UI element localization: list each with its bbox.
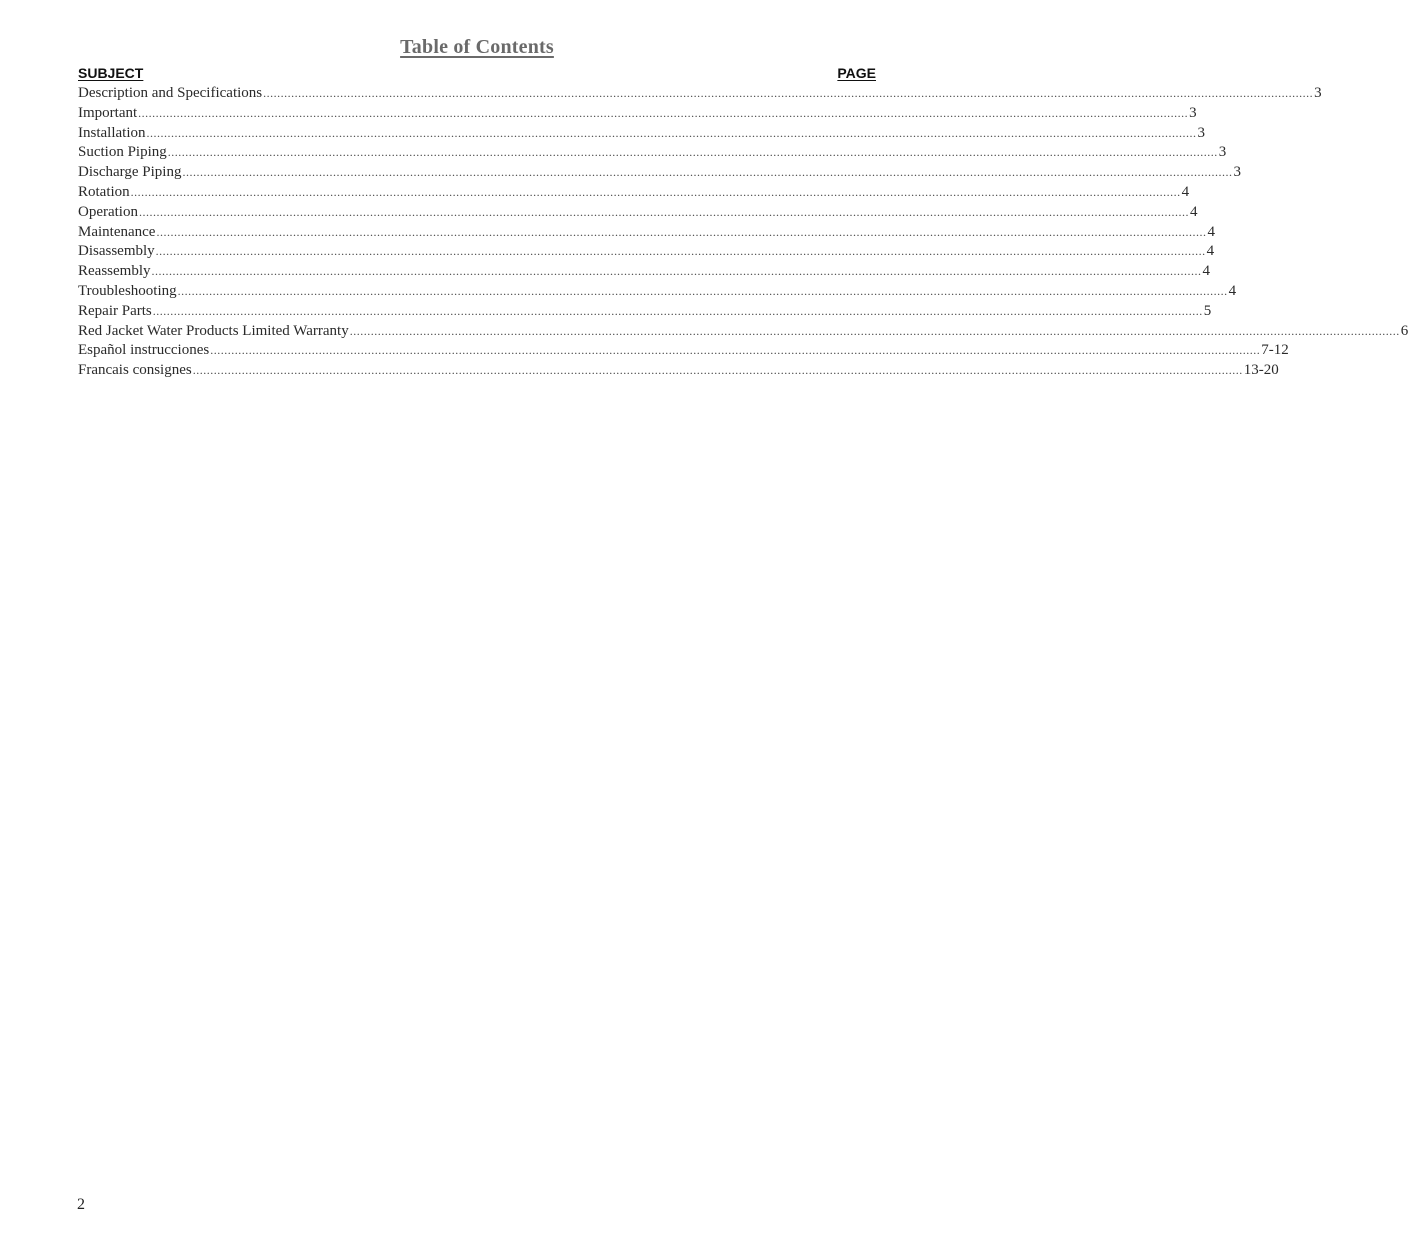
toc-entry[interactable] bbox=[78, 242, 1215, 262]
toc-entry-label: Installation bbox=[78, 124, 146, 141]
dot-leader: ............................................................................................................................................................................................................................................................................................................ bbox=[349, 323, 1400, 338]
toc-entry-page: 6 bbox=[1400, 322, 1408, 339]
dot-leader: ............................................................................................................................................................................................................................................................................................................ bbox=[146, 125, 1197, 140]
toc-entry-label: Important bbox=[78, 104, 138, 121]
toc-entry-label: Disassembly bbox=[78, 243, 155, 260]
toc-entry-page: 4 bbox=[1189, 203, 1198, 220]
toc-entry-page: 3 bbox=[1314, 85, 1322, 101]
toc-entry-label: Description and Specifications bbox=[78, 85, 263, 101]
dot-leader: ............................................................................................................................................................................................................................................................................................................ bbox=[192, 363, 1243, 378]
dot-leader: ............................................................................................................................................................................................................................................................................................................ bbox=[152, 303, 1203, 318]
dot-leader: ............................................................................................................................................................................................................................................................................................................ bbox=[177, 283, 1228, 298]
dot-leader: ............................................................................................................................................................................................................................................................................................................ bbox=[151, 264, 1202, 279]
toc-entry[interactable] bbox=[78, 262, 1210, 282]
toc-entry-page: 4 bbox=[1228, 282, 1237, 299]
toc-entry-label: Operation bbox=[78, 203, 138, 220]
toc-entry[interactable] bbox=[78, 183, 1190, 203]
toc-entry-page: 7-12 bbox=[1261, 342, 1289, 359]
dot-leader: ............................................................................................................................................................................................................................................................................................................ bbox=[167, 145, 1218, 160]
toc-entry-page: 13-20 bbox=[1243, 362, 1279, 379]
dot-leader: ............................................................................................................................................................................................................................................................................................................ bbox=[138, 204, 1189, 219]
toc-entry[interactable] bbox=[78, 203, 1198, 223]
dot-leader: ............................................................................................................................................................................................................................................................................................................ bbox=[155, 244, 1206, 259]
toc-header-row bbox=[78, 65, 876, 83]
page-number: 2 bbox=[77, 1196, 85, 1213]
dot-leader: ............................................................................................................................................................................................................................................................................................................ bbox=[210, 343, 1261, 358]
toc-entry[interactable] bbox=[78, 163, 1241, 183]
toc-entry-page: 3 bbox=[1233, 164, 1241, 181]
toc-entry[interactable] bbox=[78, 223, 1215, 243]
dot-leader: ............................................................................................................................................................................................................................................................................................................ bbox=[182, 165, 1233, 180]
toc-entry-page: 4 bbox=[1181, 183, 1190, 200]
toc-entry-page: 4 bbox=[1207, 223, 1215, 240]
toc-entry-label: Red Jacket Water Products Limited Warranty bbox=[78, 322, 349, 339]
toc-entry-page: 4 bbox=[1206, 243, 1215, 260]
toc-entry-page: 3 bbox=[1197, 124, 1205, 141]
toc-entry-label: Francais consignes bbox=[78, 362, 192, 379]
dot-leader: ............................................................................................................................................................................................................................................................................................................ bbox=[156, 224, 1207, 239]
dot-leader: ............................................................................................................................................................................................................................................................................................................ bbox=[130, 184, 1181, 199]
toc-entry[interactable] bbox=[78, 104, 1197, 124]
toc-entry-page: 5 bbox=[1203, 302, 1212, 319]
toc-entry-label: Discharge Piping bbox=[78, 164, 182, 181]
toc-entry-label: Repair Parts bbox=[78, 302, 152, 319]
toc-entry[interactable] bbox=[78, 322, 1408, 342]
toc-entry[interactable] bbox=[78, 302, 1212, 322]
toc-entry[interactable] bbox=[78, 282, 1237, 302]
toc-entry-label: Troubleshooting bbox=[78, 282, 177, 299]
toc-entry[interactable] bbox=[78, 143, 1227, 163]
toc-entry[interactable] bbox=[78, 124, 1205, 144]
toc-entry-label: Rotation bbox=[78, 183, 130, 200]
toc-entry[interactable] bbox=[78, 341, 1289, 361]
dot-leader: ............................................................................................................................................................................................................................................................................................................ bbox=[138, 105, 1189, 120]
toc-entry[interactable] bbox=[78, 84, 1322, 104]
toc-entry-page: 3 bbox=[1189, 104, 1197, 121]
toc-entry[interactable] bbox=[78, 361, 1279, 381]
toc-entry-label: Reassembly bbox=[78, 263, 151, 280]
toc-entry-label: Español instrucciones bbox=[78, 342, 210, 359]
toc-entry-label: Maintenance bbox=[78, 223, 156, 240]
page-title: Table of Contents bbox=[400, 36, 554, 58]
dot-leader: ............................................................................................................................................................................................................................................................................................................ bbox=[263, 86, 1314, 100]
subject-column-header: SUBJECT bbox=[78, 65, 144, 81]
toc-entry-page: 3 bbox=[1218, 144, 1227, 161]
toc-entry-page: 4 bbox=[1202, 263, 1210, 280]
toc-entry-label: Suction Piping bbox=[78, 144, 167, 161]
toc-list bbox=[78, 84, 1408, 381]
page-column-header: PAGE bbox=[837, 65, 876, 81]
